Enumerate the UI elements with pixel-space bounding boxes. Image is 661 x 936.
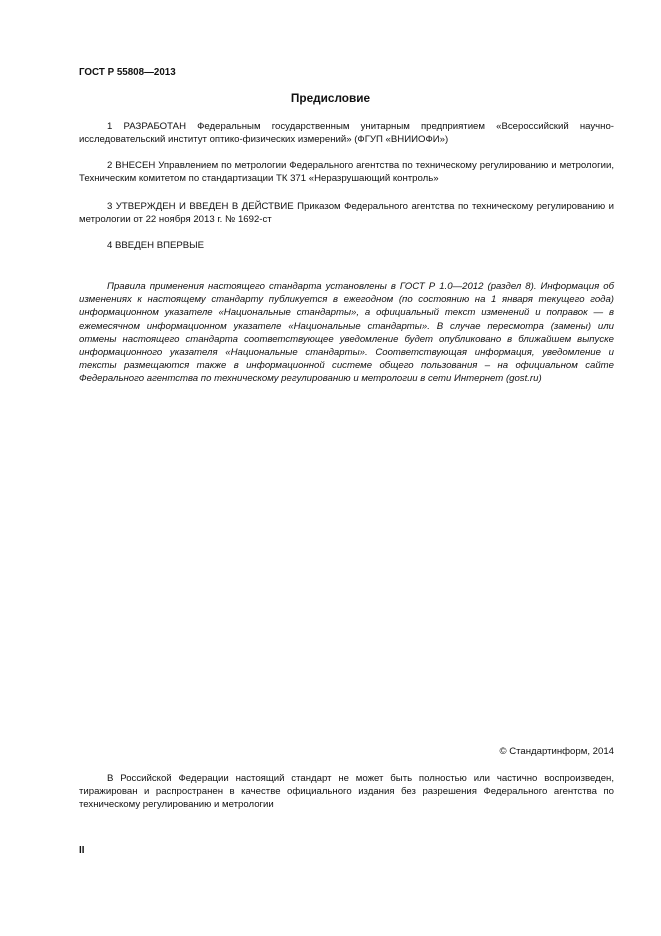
section-title: Предисловие: [290, 91, 371, 105]
foreword-item-2: 2 ВНЕСЕН Управлением по метрологии Федерального агентства по техническому регулированию и метрологии, Техническим комитетом по стандартизации ТК 371 «Неразрушающий контроль»: [79, 160, 614, 185]
reproduction-notice: В Российской Федерации настоящий стандарт не может быть полностью или частично воспроизведен, тиражирован и распространен в качестве официального издания без разрешения Федерального агентства по техническому регулированию и метрологии: [79, 773, 614, 811]
document-id: ГОСТ Р 55808—2013: [79, 67, 176, 78]
foreword-item-4: 4 ВВЕДЕН ВПЕРВЫЕ: [107, 240, 205, 251]
foreword-item-1: 1 РАЗРАБОТАН Федеральным государственным унитарным предприятием «Всероссийский научно-исследовательский институт оптико-физических измерений» (ФГУП «ВНИИОФИ»): [79, 121, 614, 146]
usage-rules-notice: Правила применения настоящего стандарта установлены в ГОСТ Р 1.0—2012 (раздел 8). Информация об изменениях к настоящему стандарту публикуется в ежегодном (по состоянию на 1 января текущего года) информационном указателе «Национальные стандарты», а официальный текст изменений и поправок — в ежемесячном информационном указателе «Национальные стандарты». В случае пересмотра (замены) или отмены настоящего стандарта соответствующее уведомление будет опубликовано в ближайшем выпуске информационного указателя «Национальные стандарты». Соответствующая информация, уведомление и тексты размещаются также в информационной системе общего пользования – на официальном сайте Федерального агентства по техническому регулированию и метрологии в сети Интернет (gost.ru): [79, 281, 614, 385]
foreword-item-3: 3 УТВЕРЖДЕН И ВВЕДЕН В ДЕЙСТВИЕ Приказом Федерального агентства по техническому регулированию и метрологии от 22 ноября 2013 г. № 1692-ст: [79, 201, 614, 226]
copyright-line: © Стандартинформ, 2014: [499, 746, 614, 757]
page-number: II: [79, 845, 85, 856]
